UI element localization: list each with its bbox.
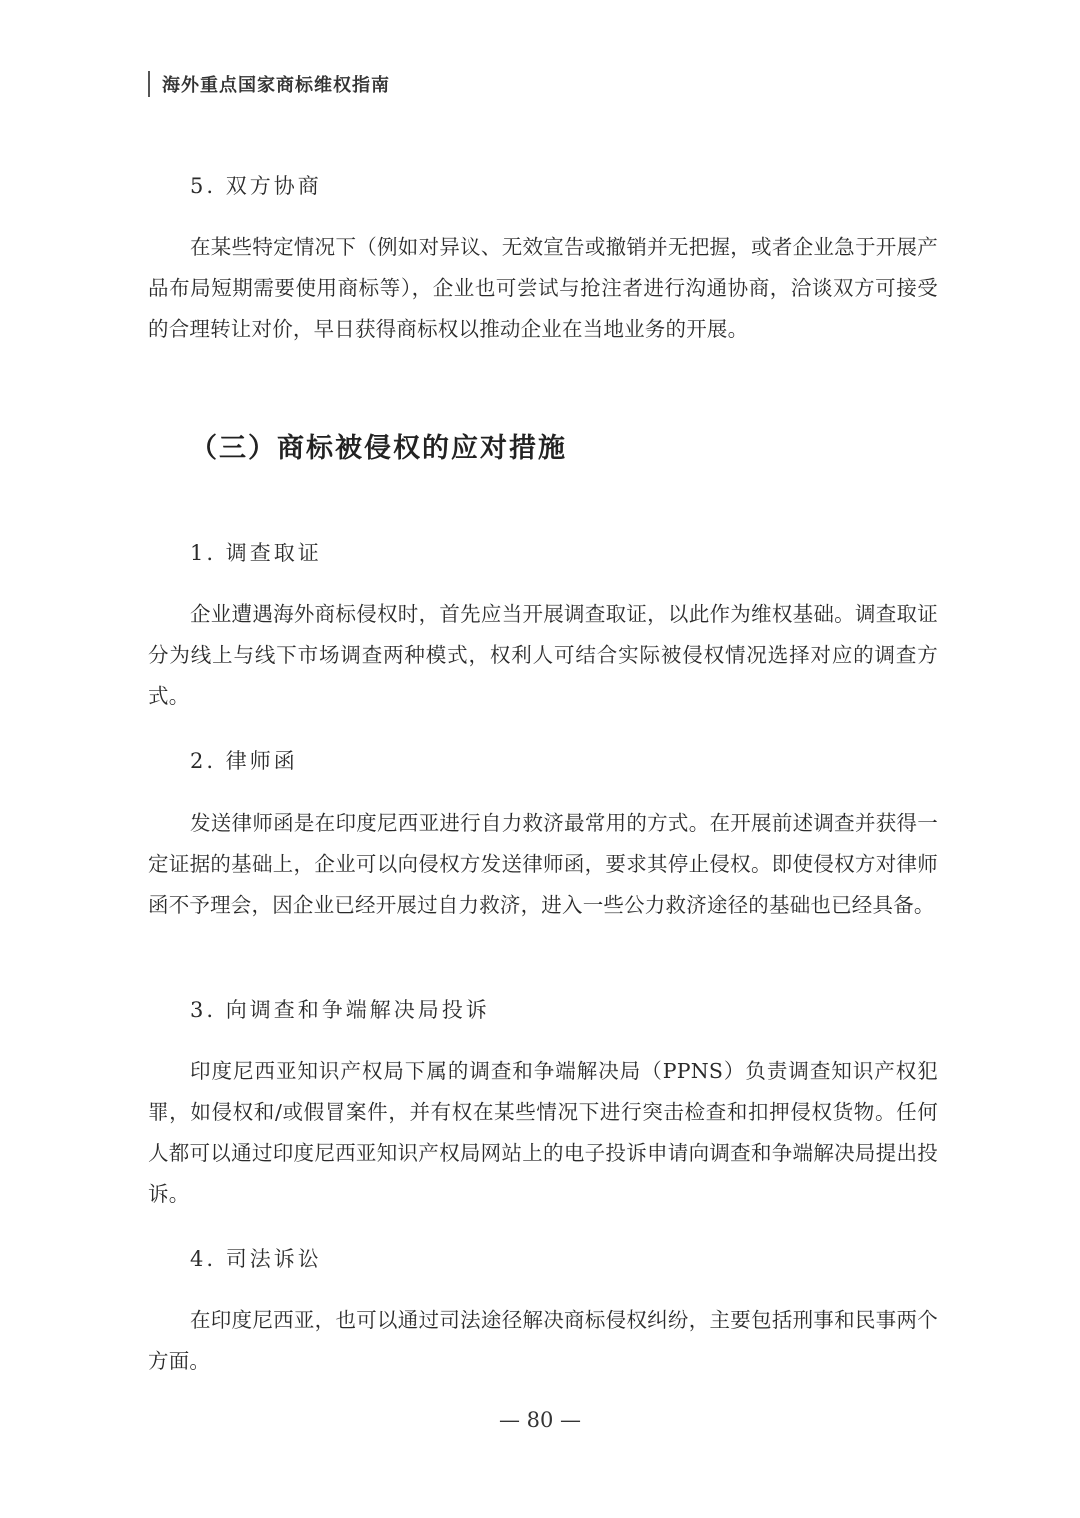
subheading-lawyer-letter: 2. 律师函 (190, 749, 298, 773)
running-header (148, 70, 390, 98)
paragraph-litigation: 在印度尼西亚，也可以通过司法途径解决商标侵权纠纷，主要包括刑事和民事两个方面。 (148, 1308, 938, 1373)
subheading-evidence: 1. 调查取证 (190, 541, 322, 565)
paragraph-evidence: 企业遭遇海外商标侵权时，首先应当开展调查取证，以此作为维权基础。调查取证分为线上与线下市场调查两种模式，权利人可结合实际被侵权情况选择对应的调查方式。 (148, 602, 938, 708)
subheading-negotiation: 5. 双方协商 (190, 174, 322, 198)
paragraph-complaint: 印度尼西亚知识产权局下属的调查和争端解决局（PPNS）负责调查知识产权犯罪，如侵权和/或假冒案件，并有权在某些情况下进行突击检查和扣押侵权货物。任何人都可以通过印度尼西亚知识产权局网站上的电子投诉申请向调查和争端解决局提出投诉。 (148, 1059, 938, 1206)
paragraph-negotiation: 在某些特定情况下（例如对异议、无效宣告或撤销并无把握，或者企业急于开展产品布局短期需要使用商标等），企业也可尝试与抢注者进行沟通协商，洽谈双方可接受的合理转让对价，早日获得商标权以推动企业在当地业务的开展。 (148, 235, 938, 341)
page-number: — 80 — (498, 1408, 582, 1432)
paragraph-lawyer-letter: 发送律师函是在印度尼西亚进行自力救济最常用的方式。在开展前述调查并获得一定证据的基础上，企业可以向侵权方发送律师函，要求其停止侵权。即使侵权方对律师函不予理会，因企业已经开展过自力救济，进入一些公力救济途径的基础也已经具备。 (148, 811, 938, 917)
subheading-complaint: 3. 向调查和争端解决局投诉 (190, 998, 490, 1022)
subheading-litigation: 4. 司法诉讼 (190, 1247, 322, 1271)
header-divider (148, 71, 150, 97)
section-title-infringement-response: （三）商标被侵权的应对措施 (190, 433, 567, 464)
header-title: 海外重点国家商标维权指南 (162, 75, 390, 96)
